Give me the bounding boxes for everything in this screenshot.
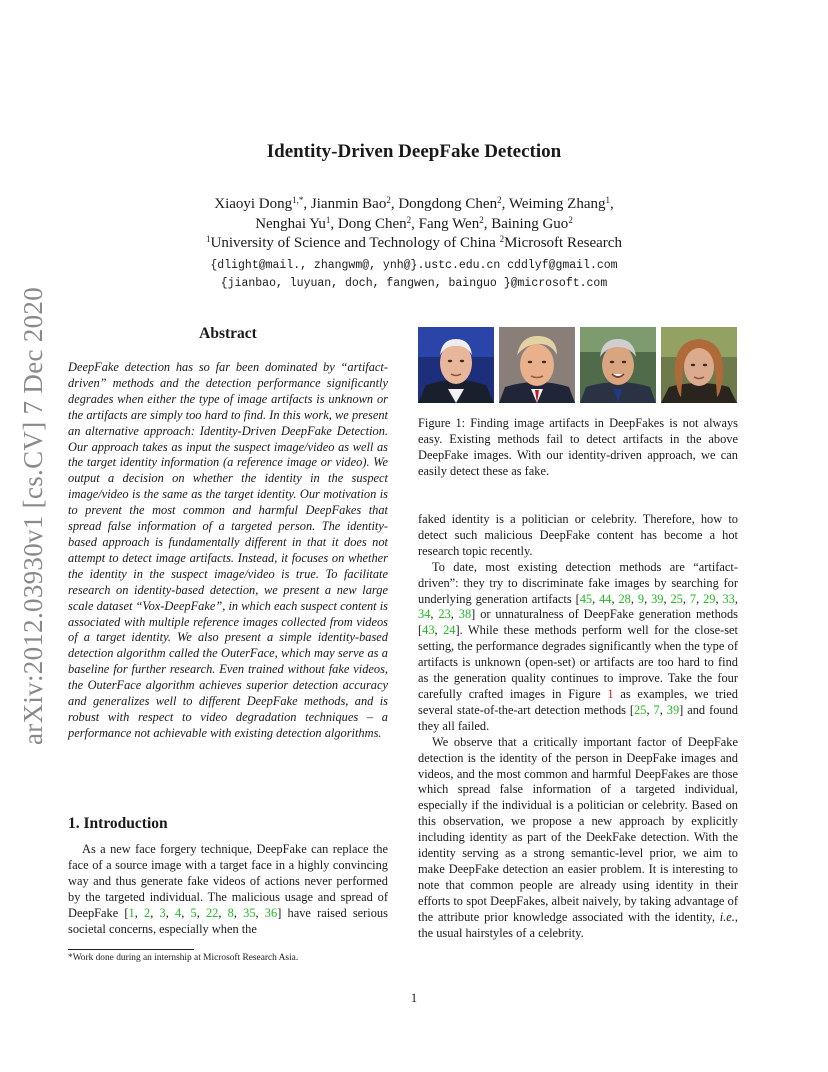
citation[interactable]: 28 — [618, 591, 631, 606]
author-affiliation-mark: 1 — [605, 195, 610, 205]
author-affiliation-mark: 2 — [497, 195, 502, 205]
citation[interactable]: 1 — [128, 905, 135, 920]
citation[interactable]: 43 — [422, 623, 435, 638]
author: Jianmin Bao — [310, 196, 387, 212]
paragraph: As a new face forgery technique, DeepFake can replace the face of a source image with a target face in a highly convincing way and thus generate fake videos of actions never performed by the targeted individual. The malicious usage and spread of DeepFake [1, 2, 3, 4, 5, 22, 8, 35, 36] have raised serious societal concerns, especially when the — [68, 842, 388, 936]
introduction-text-continued — [418, 512, 738, 941]
figure-1-caption: Figure 1: Finding image artifacts in DeepFakes is not always easy. Existing methods fail to detect artifacts in the above DeepFake images. With our identity-driven approach, we can easily detect these as fake. — [418, 416, 738, 478]
email-line-2: {jianbao, luyuan, doch, fangwen, bainguo }@microsoft.com — [220, 277, 608, 290]
citation[interactable]: 24 — [443, 623, 456, 638]
citation[interactable]: 33 — [722, 591, 735, 606]
author-affiliation-mark: 1 — [325, 215, 331, 225]
author: Baining Guo — [491, 216, 569, 232]
affiliation-mark: 2 — [499, 234, 505, 244]
author: Fang Wen — [418, 216, 480, 232]
citation[interactable]: 29 — [703, 591, 716, 606]
face-image-4 — [661, 327, 737, 403]
citation[interactable]: 5 — [190, 905, 197, 920]
affiliations — [0, 233, 828, 253]
citation[interactable]: 39 — [666, 702, 680, 717]
affiliation-2: Microsoft Research — [504, 235, 622, 251]
citation[interactable]: 25 — [634, 702, 647, 717]
author-affiliation-mark: 2 — [479, 215, 484, 225]
citation[interactable]: 22 — [205, 905, 219, 920]
abstract-heading: Abstract — [199, 325, 257, 342]
paragraph: faked identity is a politician or celebrity. Therefore, how to detect such malicious DeepFake content has become a hot research topic recently. — [418, 512, 738, 558]
citation[interactable]: 36 — [264, 905, 278, 920]
footnote-divider — [68, 949, 194, 950]
author: Nenghai Yu — [255, 216, 326, 232]
section-heading-introduction: 1. Introduction — [68, 815, 168, 832]
citation[interactable]: 9 — [637, 591, 645, 606]
author-affiliation-mark: 2 — [568, 215, 573, 225]
citation[interactable]: 7 — [653, 702, 660, 717]
figure-1 — [418, 327, 738, 403]
citation[interactable]: 35 — [243, 905, 256, 920]
affiliation-1: University of Science and Technology of China — [210, 235, 496, 251]
citation[interactable]: 34 — [418, 607, 431, 622]
citation[interactable]: 2 — [144, 905, 151, 920]
author-affiliation-mark: 1,* — [292, 195, 304, 205]
citation[interactable]: 3 — [159, 905, 166, 920]
paragraph: We observe that a critically important factor of DeepFake detection is the identity of the person in DeepFake images and videos, and the most common and harmful DeepFakes are those which spread false information of a targeted individual, especially if the individual is a politician or celebrity. Based on this observation, we propose a new approach by explicitly including identity as part of the DeekFake detection. With the identity serving as a strong semantic-level prior, we aim to make DeepFake detection an easier problem. It is interesting to note that common people are already using identity in their efforts to spot DeepFakes, albeit naively, by taking advantage of the attribute prior knowledge associated with the identity, i.e., the usual hairstyles of a celebrity. — [418, 734, 738, 940]
citation[interactable]: 25 — [670, 591, 683, 606]
face-image-3 — [580, 327, 656, 403]
citation[interactable]: 8 — [227, 905, 234, 920]
author: Dongdong Chen — [398, 196, 498, 212]
author: Dong Chen — [337, 216, 407, 232]
citation[interactable]: 38 — [458, 607, 472, 622]
author: Weiming Zhang — [508, 196, 606, 212]
author: Xiaoyi Dong — [214, 196, 293, 212]
figure-reference[interactable]: 1 — [607, 686, 614, 701]
author-line-2: Nenghai Yu$^1$, Dong Chen$^2$, Fang Wen$^2$, Baining Guo$^2$ — [255, 215, 573, 232]
author-line-1: Xiaoyi Dong$^{1,*}$, Jianmin Bao$^2$, Dongdong Chen$^2$, Weiming Zhang$^1$, — [214, 195, 614, 212]
footnote: *Work done during an internship at Microsoft Research Asia. — [68, 953, 299, 963]
face-image-1 — [418, 327, 494, 403]
citation[interactable]: 39 — [651, 591, 664, 606]
paper-title: Identity-Driven DeepFake Detection — [266, 141, 562, 162]
author-affiliation-mark: 2 — [386, 195, 391, 205]
introduction-text — [68, 842, 388, 937]
citation[interactable]: 45 — [579, 591, 593, 606]
email-line-1: {dlight@mail., zhangwm@, ynh@}.ustc.edu.cn cddlyf@gmail.com — [210, 259, 618, 272]
citation[interactable]: 23 — [438, 607, 451, 622]
page-number: 1 — [410, 991, 418, 1005]
citation[interactable]: 7 — [689, 591, 697, 606]
author-affiliation-mark: 2 — [406, 215, 412, 225]
arxiv-stamp: arXiv:2012.03930v1 [cs.CV] 7 Dec 2020 — [18, 286, 48, 745]
face-image-2 — [499, 327, 575, 403]
paragraph: To date, most existing detection methods are “artifact-driven”: they try to discriminate fake images by searching for underlying generation artifacts [45, 44, 28, 9, 39, 25, 7, 29, 33, 34, 23, 38] or unnaturalness of DeepFake generation methods [43, 24]. While these methods perform well for the close-set setting, the performance degrades significantly when the type of artifacts is unknown (open-set) or artifacts are too hard to find as the generation quality continues to improve. Take the four carefully crafted images in Figure 1 as examples, we tried several state-of-the-art detection methods [25, 7, 39] and found they all failed. — [418, 559, 738, 733]
citation[interactable]: 4 — [175, 905, 182, 920]
citation[interactable]: 44 — [599, 591, 612, 606]
abstract-text: DeepFake detection has so far been dominated by “artifact-driven” methods and the detection performance significantly degrades when either the type of image artifacts is unknown or the artifacts are simply too hard to find. In this work, we present an alternative approach: Identity-Driven DeepFake Detection. Our approach takes as input the suspect image/video as well as the target identity information (a reference image or video). We output a decision on whether the identity in the suspect image/video is the same as the target identity. Our motivation is to prevent the most common and harmful DeepFakes that spread false information of a targeted person. The identity-based approach is fundamentally different in that it does not attempt to detect image artifacts. Instead, it focuses on whether the identity in the suspect image/video is true. To facilitate research on identity-based detection, we present a new large scale dataset “Vox-DeepFake”, in which each suspect content is associated with multiple reference images collected from videos of a target identity. We also present a simple identity-based detection algorithm called the OuterFace, which may serve as a baseline for further research. Even trained without fake videos, the OuterFace algorithm achieves superior detection accuracy and generalizes well to different DeepFake methods, and is robust with respect to video degradation techniques – a performance not achievable with existing detection algorithms. — [68, 360, 388, 740]
affiliation-mark: 1 — [206, 234, 211, 244]
